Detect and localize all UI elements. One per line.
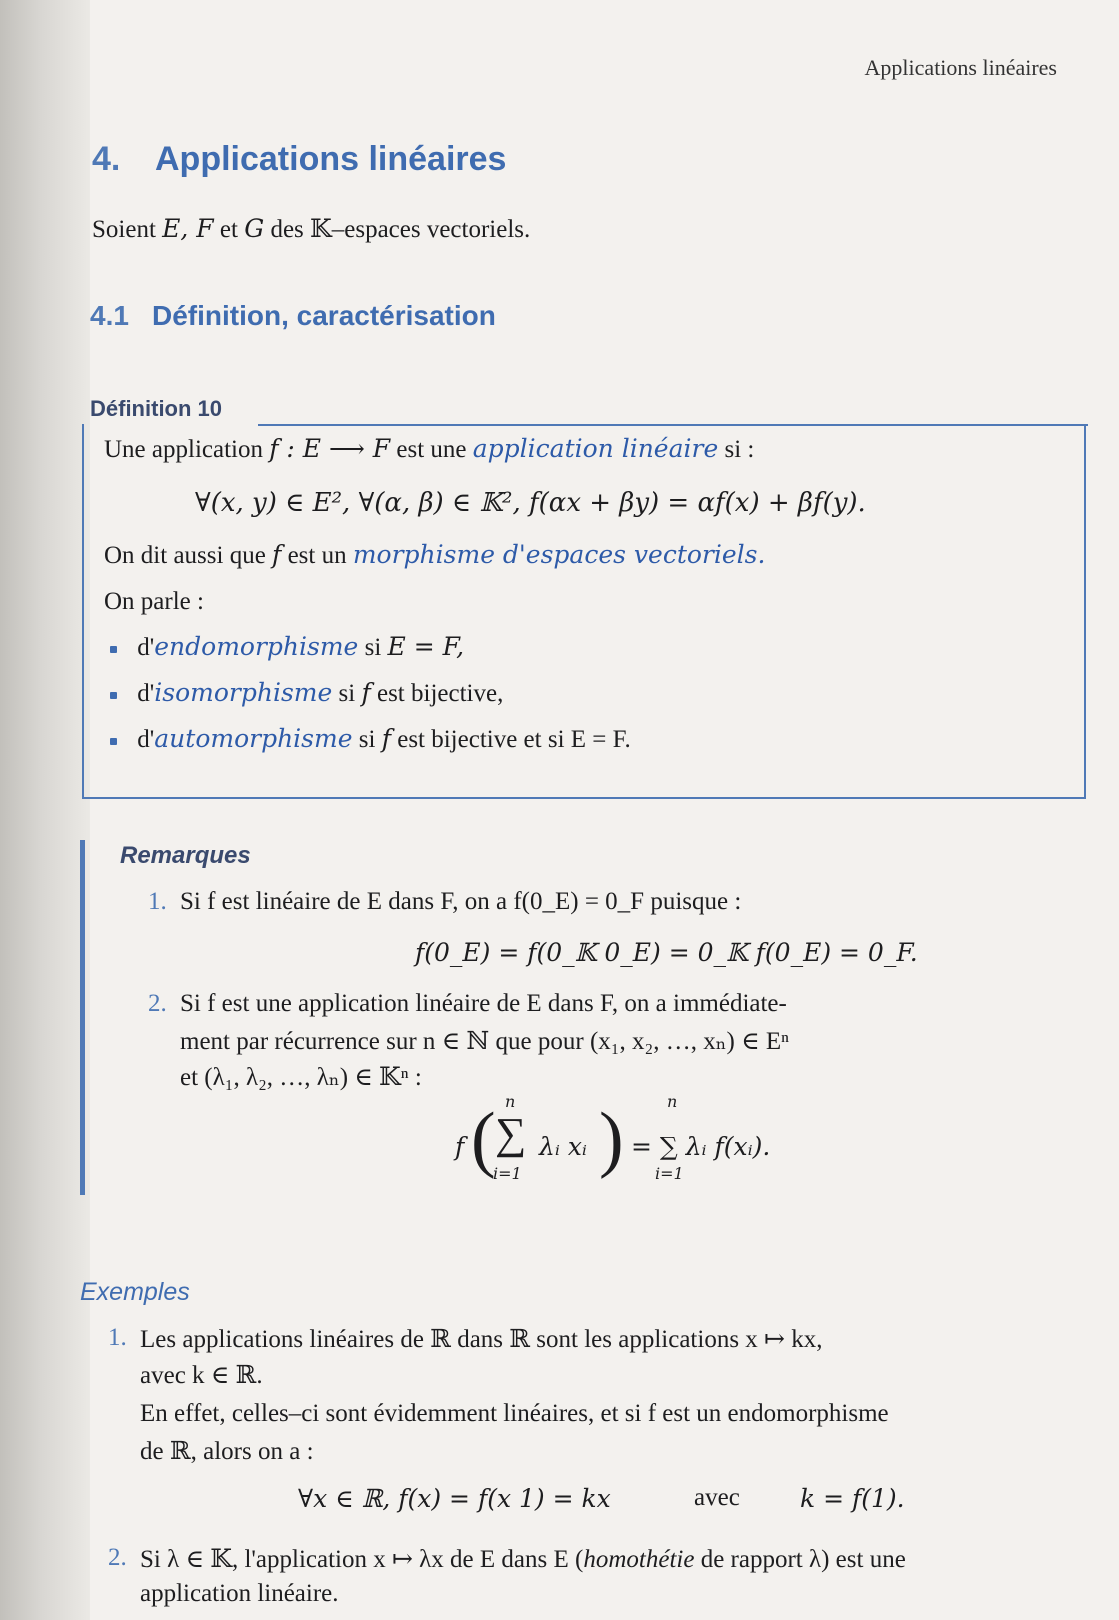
remark-2-formula: [455, 1092, 855, 1188]
remark-2-line-1: Si f est une application linéaire de E dans F, on a immédiate-: [180, 990, 787, 1017]
example-2-line-2: application linéaire.: [140, 1580, 339, 1607]
definition-label: Définition 10: [90, 396, 223, 421]
chapter-number: 4.: [92, 140, 121, 178]
example-1-line-4: de ℝ, alors on a :: [140, 1438, 314, 1465]
item-tail: est bijective et si E = F.: [397, 726, 631, 753]
definition-item: [110, 724, 631, 754]
examples-title: Exemples: [80, 1278, 190, 1306]
item-math: f: [361, 678, 371, 707]
left-paren: (: [471, 1098, 496, 1180]
example-1-line-1: Les applications linéaires de ℝ dans ℝ sont les applications x ↦ kx,: [140, 1326, 823, 1353]
definition-item: [110, 678, 503, 708]
item-post: si: [364, 634, 382, 661]
sum-bottom: i=1: [493, 1164, 522, 1183]
def-line3-mid: est un: [287, 542, 347, 569]
def-line3-pre: On dit aussi que: [104, 542, 266, 569]
definition-line-4: On parle :: [104, 588, 204, 615]
example-1-k: k = f(1).: [800, 1484, 905, 1513]
definition-line-3: [104, 540, 765, 570]
def-line1-math: f : E ⟶ F: [269, 434, 391, 463]
def-line1-pre: Une application: [104, 436, 263, 463]
intro-set-g: G: [244, 214, 265, 243]
def-line1-mid: est une: [396, 436, 467, 463]
running-header: Applications linéaires: [864, 55, 1057, 80]
page-gutter-shadow: [0, 0, 90, 1620]
sum-bottom-right: i=1: [655, 1164, 684, 1183]
example-2-term: homothétie: [583, 1546, 695, 1573]
right-paren: ): [599, 1098, 624, 1180]
section-number: 4.1: [90, 300, 129, 331]
item-pre: d': [137, 680, 155, 707]
example-2-pre: Si λ ∈ 𝕂, l'application x ↦ λx de E dans E (: [140, 1546, 584, 1573]
bullet-icon: [110, 692, 117, 699]
example-1-number: 1.: [108, 1324, 127, 1351]
example-1-line-3: En effet, celles–ci sont évidemment linéaires, et si f est un endomorphisme: [140, 1400, 889, 1427]
definition-formula: ∀(x, y) ∈ E², ∀(α, β) ∈ 𝕂², f(αx + βy) = αf(x) + βf(y).: [195, 488, 866, 518]
remarks-title: Remarques: [120, 842, 251, 869]
intro-suffix: des 𝕂–espaces vectoriels.: [270, 216, 531, 243]
item-post: si: [338, 680, 356, 707]
intro-sentence: [92, 214, 530, 244]
section-title: Définition, caractérisation: [152, 300, 496, 331]
item-term: endomorphisme: [154, 632, 359, 661]
remark-1-text: Si f est linéaire de E dans F, on a f(0_E) = 0_F puisque :: [180, 888, 742, 915]
remark-2-number: 2.: [148, 990, 167, 1017]
item-math: f: [381, 724, 391, 753]
example-2-post: de rapport λ) est une: [700, 1546, 906, 1573]
bullet-icon: [110, 646, 117, 653]
sum-body: λᵢ xᵢ: [539, 1132, 587, 1161]
remark-1-number: 1.: [148, 888, 167, 915]
definition-item: [110, 632, 464, 662]
def-term-linear-map: application linéaire: [472, 434, 719, 463]
chapter-title: Applications linéaires: [155, 140, 507, 178]
item-post: si: [358, 726, 376, 753]
bullet-icon: [110, 738, 117, 745]
item-pre: d': [137, 726, 155, 753]
def-line1-post: si :: [724, 436, 755, 463]
sum-top: n: [505, 1092, 516, 1111]
intro-sets: E, F: [162, 214, 214, 243]
intro-middle: et: [219, 216, 238, 243]
def-term-morphism: morphisme d'espaces vectoriels.: [352, 540, 766, 569]
item-tail: est bijective,: [376, 680, 504, 707]
example-2-number: 2.: [108, 1544, 127, 1571]
example-2-line-1: [140, 1544, 906, 1574]
remark-2-line-3: et (λ₁, λ₂, …, λₙ) ∈ 𝕂ⁿ :: [180, 1064, 422, 1091]
example-1-line-2: avec k ∈ ℝ.: [140, 1362, 263, 1389]
item-math: E = F,: [387, 632, 465, 661]
item-pre: d': [137, 634, 155, 661]
def-line3-math: f: [272, 540, 282, 569]
definition-line-1: [104, 434, 754, 464]
example-1-formula: ∀x ∈ ℝ, f(x) = f(x 1) = kx: [298, 1484, 611, 1513]
intro-prefix: Soient: [92, 216, 156, 243]
remarks-side-bar: [80, 840, 85, 1195]
remark-1-formula: f(0_E) = f(0_𝕂 0_E) = 0_𝕂 f(0_E) = 0_F.: [415, 938, 918, 967]
item-term: isomorphisme: [154, 678, 333, 707]
formula-right: = ∑ λᵢ f(xᵢ).: [631, 1132, 771, 1161]
example-1-avec: avec: [694, 1484, 740, 1511]
formula-f: f: [455, 1132, 465, 1161]
remark-2-line-2: ment par récurrence sur n ∈ ℕ que pour (x₁, x₂, …, xₙ) ∈ Eⁿ: [180, 1028, 789, 1055]
sum-top-right: n: [667, 1092, 678, 1111]
item-term: automorphisme: [154, 724, 353, 753]
sum-sign: ∑: [495, 1109, 527, 1158]
